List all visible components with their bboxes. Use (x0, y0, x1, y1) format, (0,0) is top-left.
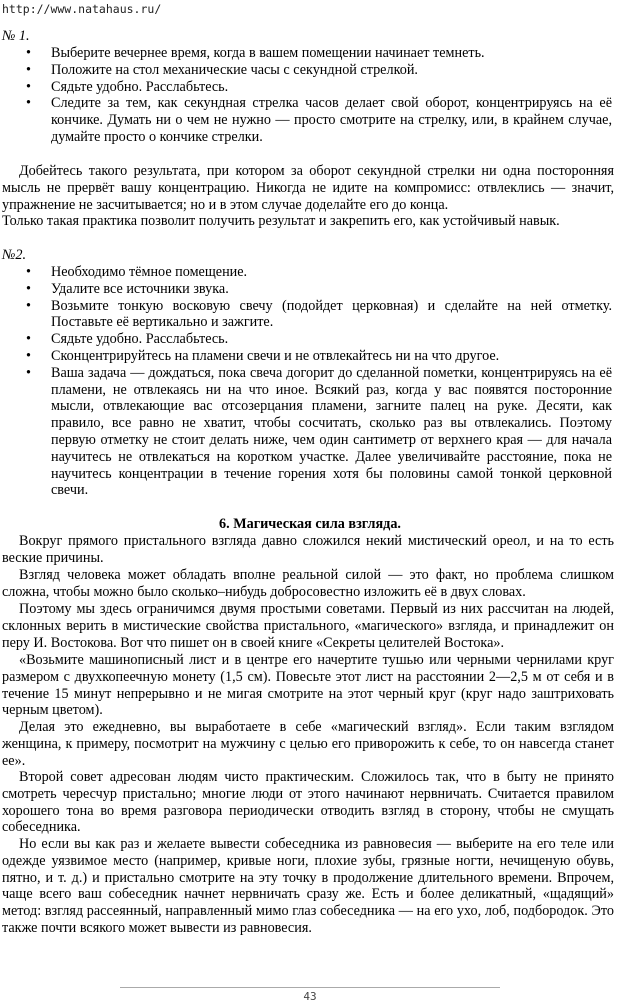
footer-divider (120, 987, 500, 988)
list-item: • Следите за тем, как секундная стрелка часов делает свой оборот, концентрируясь на её кончике. Думать ни о чем не нужно — просто смотрите на стрелку, или, в крайнем случае, думайте просто о кончике стрелки. (0, 95, 612, 145)
exercise-1-list (0, 45, 612, 146)
exercise-number-2: №2. (2, 247, 27, 263)
page-number: 43 (303, 990, 317, 1003)
paragraph: Делая это ежедневно, вы выработаете в себе «магический взгляд». Если таким взглядом женщина, к примеру, посмотрит на мужчину с целью его приворожить к себе, то он навсегда станет ее». (2, 719, 614, 769)
list-item: • Положите на стол механические часы с секундной стрелкой. (0, 62, 612, 79)
list-item: • Выберите вечернее время, когда в вашем помещении начинает темнеть. (0, 45, 612, 62)
paragraph: Второй совет адресован людям чисто практическим. Сложилось так, что в быту не принято смотреть чересчур пристально; многие люди от этого начинают нервничать. Считается правилом хорошего тона во время разговора периодически отводить взгляд в сторону, чтобы не смущать собеседника. (2, 769, 614, 836)
list-item: • Сядьте удобно. Расслабьтесь. (0, 79, 612, 96)
list-item: • Необходимо тёмное помещение. (0, 264, 612, 281)
list-item: • Удалите все источники звука. (0, 281, 612, 298)
exercise-number-1: № 1. (2, 28, 30, 44)
exercise-2-list (0, 264, 612, 499)
paragraph: Добейтесь такого результата, при котором за оборот секундной стрелки ни одна посторонняя мысль не прервёт вашу концентрацию. Никогда не идите на компромисс: отвлеклись — значит, упражнение не засчитывается; но и в этом случае доделайте его до конца. (2, 163, 614, 213)
section-heading: 6. Магическая сила взгляда. (219, 516, 401, 532)
list-item: • Сядьте удобно. Расслабьтесь. (0, 331, 612, 348)
paragraph: Поэтому мы здесь ограничимся двумя простыми советами. Первый из них рассчитан на людей, склонных верить в мистические свойства пристального, «магического» взгляда, и принадлежит он перу И. Востокова. Вот что пишет он в своей книге «Секреты целителей Востока». (2, 601, 614, 651)
source-url[interactable]: http://www.natahaus.ru/ (2, 2, 162, 16)
list-item: • Ваша задача — дождаться, пока свеча догорит до сделанной пометки, концентрируясь на её пламени, не отвлекаясь ни на что иное. Всякий раз, когда у вас появятся посторонние мысли, отвлекающие вас отсозерцания пламени, загните палец на руке. Десяти, как правило, все равно не хватит, чтобы сосчитать, сколько раз вы отвлекались. Поэтому первую отметку не стоит делать ниже, чем один сантиметр от верхнего края — для начала научитесь не отвлекаться на коротком участке. Далее увеличивайте расстояние, пока не научитесь концентрации в течение горения хотя бы половины самой тонкой церковной свечи. (0, 365, 612, 499)
paragraph: Вокруг прямого пристального взгляда давно сложился некий мистический ореол, и на то есть веские причины. (2, 533, 614, 566)
paragraph: «Возьмите машинописный лист и в центре его начертите тушью или черными чернилами круг размером с двухкопеечную монету (1,5 см). Повесьте этот лист на расстоянии 2—2,5 м от себя и в течение 15 минут непрерывно и не мигая смотрите на этот черный круг (круг надо заштриховать черным цветом). (2, 652, 614, 719)
paragraph: Взгляд человека может обладать вполне реальной силой — это факт, но проблема слишком сложна, чтобы можно было сколько–нибудь добросовестно изложить её в двух словах. (2, 567, 614, 600)
paragraph: Только такая практика позволит получить результат и закрепить его, как устойчивый навык. (2, 213, 560, 229)
list-item: • Сконцентрируйтесь на пламени свечи и не отвлекайтесь ни на что другое. (0, 348, 612, 365)
list-item: • Возьмите тонкую восковую свечу (подойдет церковная) и сделайте на ней отметку. Поставьте её вертикально и зажгите. (0, 298, 612, 332)
paragraph: Но если вы как раз и желаете вывести собеседника из равновесия — выберите на его теле или одежде уязвимое место (например, кривые ноги, плохие зубы, грязные ногти, нечищеную обувь, пятно, и т. д.) и пристально смотрите на эту точку в продолжение длительного времени. Впрочем, чаще всего ваш собеседник начнет нервничать сразу же. Есть и более деликатный, «щадящий» метод: взгляд рассеянный, направленный мимо глаз собеседника — на его ухо, лоб, подбородок. Это также почти всякого может вывести из равновесия. (2, 836, 614, 936)
